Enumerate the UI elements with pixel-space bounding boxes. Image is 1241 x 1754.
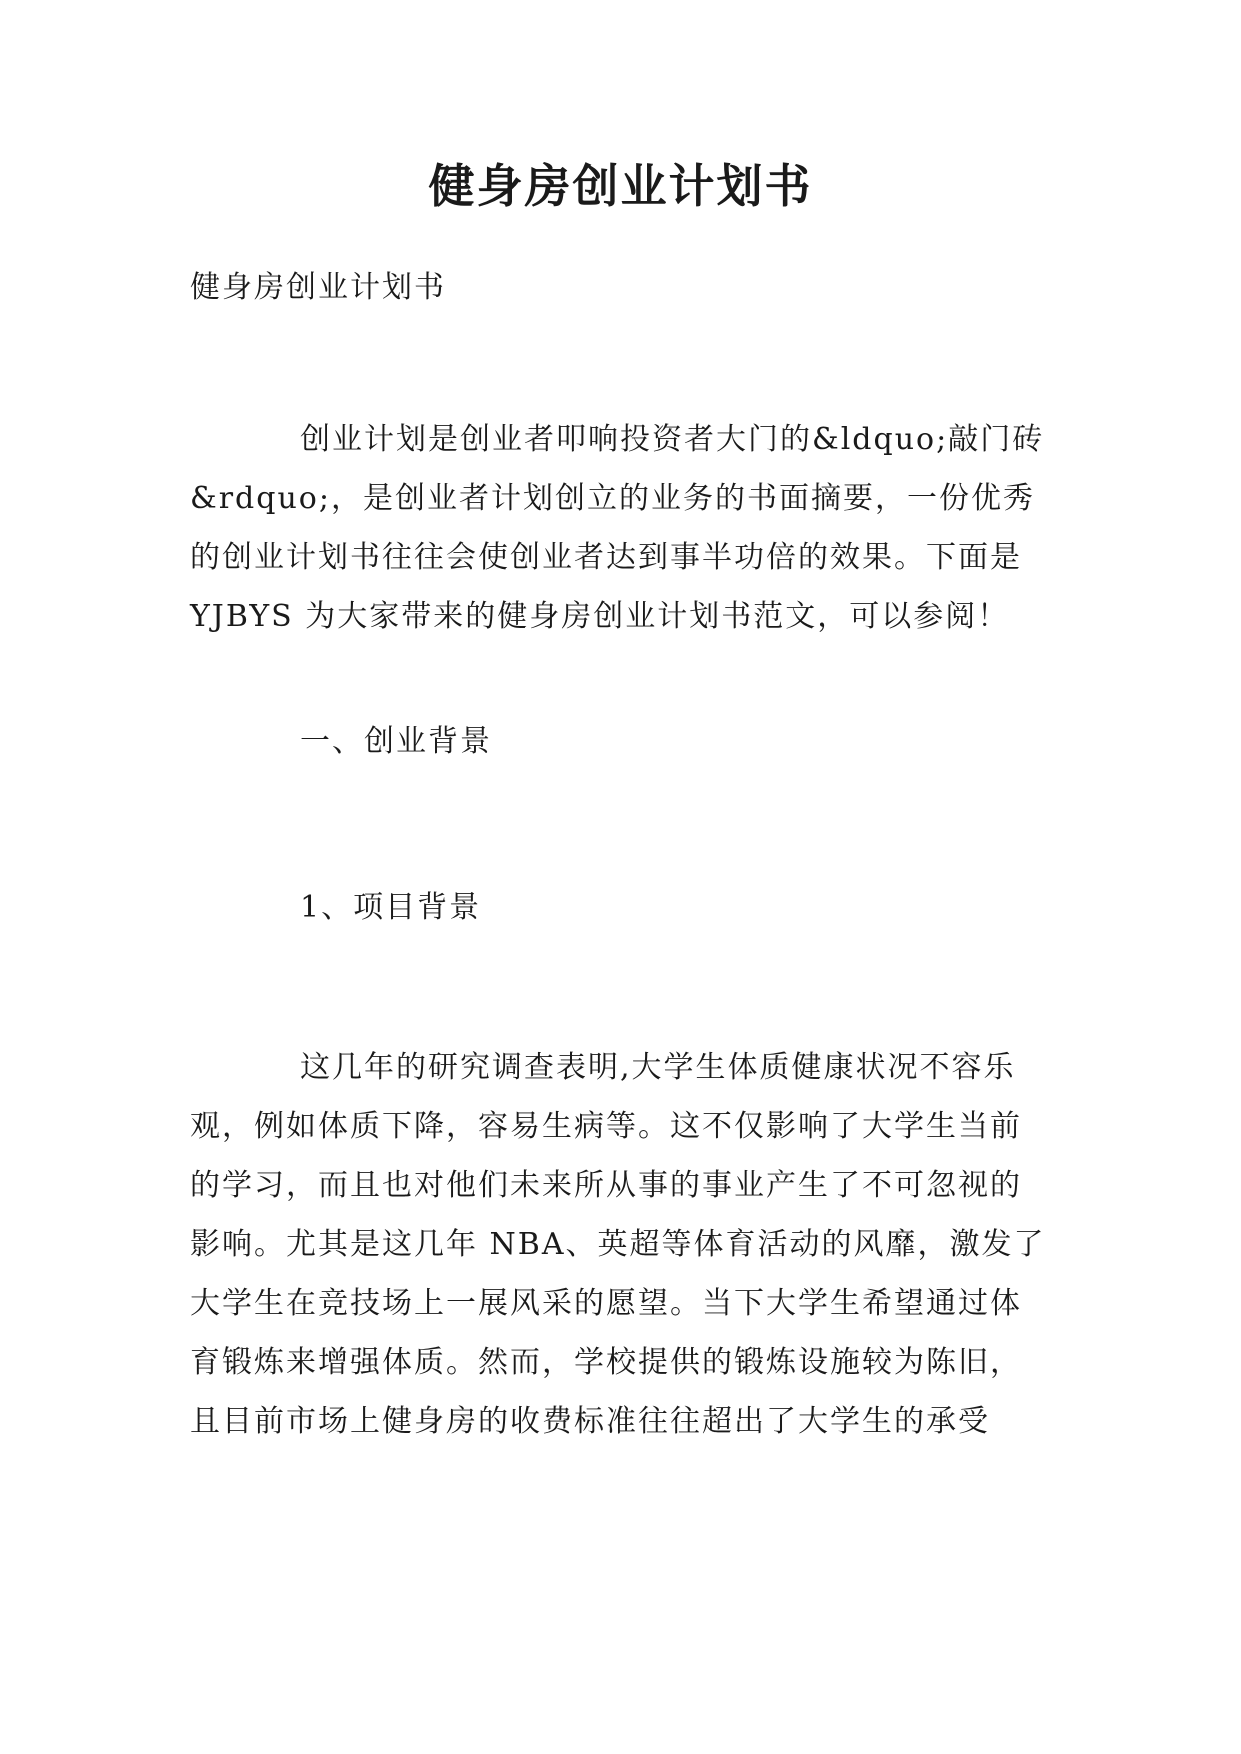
body-paragraph [190, 1038, 1060, 1451]
body-line: 这几年的研究调查表明,大学生体质健康状况不容乐 [300, 1050, 1016, 1085]
intro-line: &rdquo;，是创业者计划创立的业务的书面摘要，一份优秀 [190, 481, 1035, 516]
subsection-heading: 1、项目背景 [300, 890, 482, 925]
body-line: 观，例如体质下降，容易生病等。这不仅影响了大学生当前 [190, 1109, 1022, 1144]
body-line: 的学习，而且也对他们未来所从事的事业产生了不可忽视的 [190, 1168, 1022, 1203]
document-subtitle: 健身房创业计划书 [190, 270, 446, 305]
intro-line: YJBYS 为大家带来的健身房创业计划书范文，可以参阅！ [190, 599, 1010, 634]
document-title: 健身房创业计划书 [428, 159, 813, 213]
body-line: 育锻炼来增强体质。然而，学校提供的锻炼设施较为陈旧， [190, 1345, 1022, 1380]
body-line: 影响。尤其是这几年 NBA、英超等体育活动的风靡，激发了 [190, 1227, 1046, 1262]
intro-paragraph [190, 410, 1060, 646]
section-heading: 一、创业背景 [300, 724, 492, 759]
intro-line: 创业计划是创业者叩响投资者大门的&ldquo;敲门砖 [300, 422, 1045, 457]
body-line: 大学生在竞技场上一展风采的愿望。当下大学生希望通过体 [190, 1286, 1022, 1321]
intro-line: 的创业计划书往往会使创业者达到事半功倍的效果。下面是 [190, 540, 1022, 575]
body-line: 且目前市场上健身房的收费标准往往超出了大学生的承受 [190, 1404, 990, 1439]
